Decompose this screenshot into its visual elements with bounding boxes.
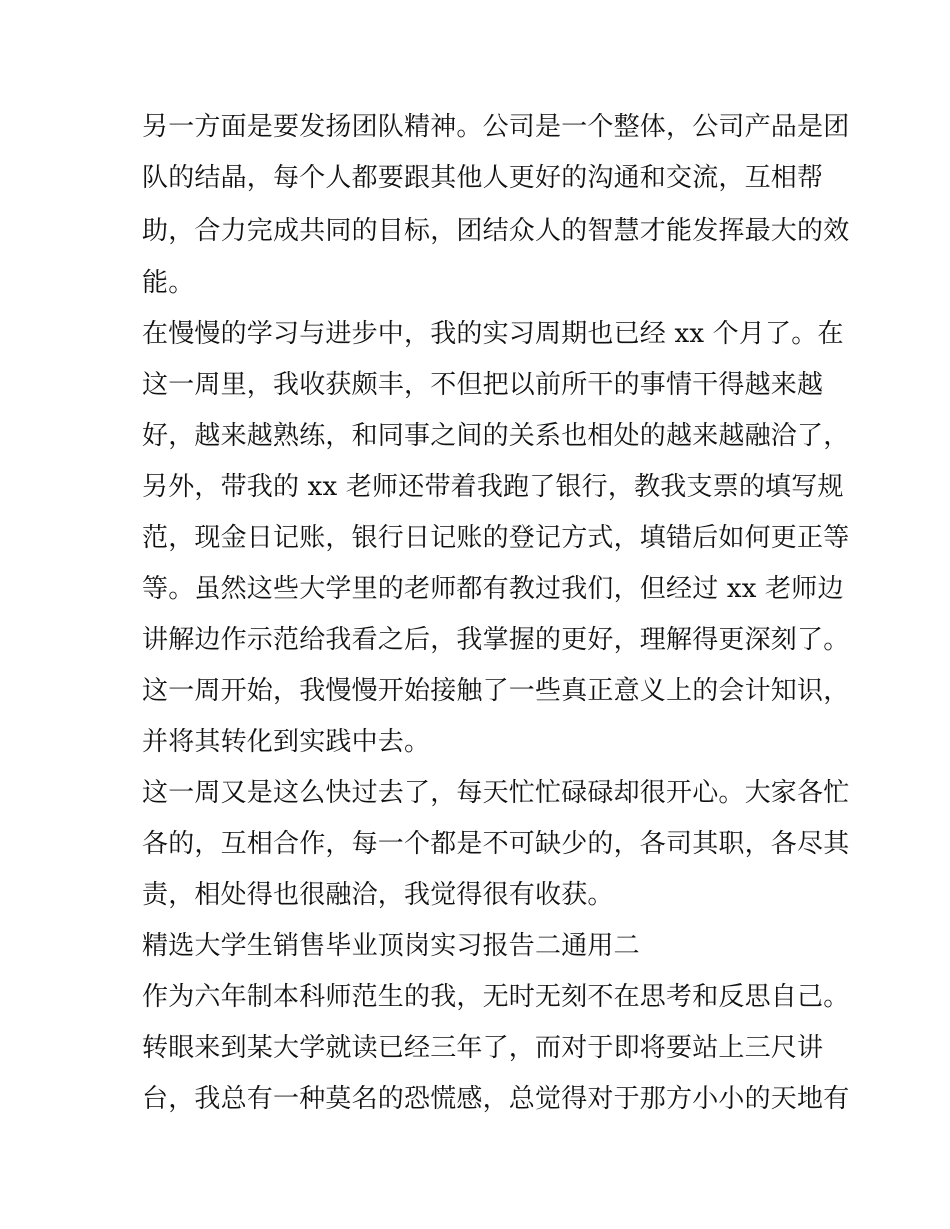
text-line: 在慢慢的学习与进步中，我的实习周期也已经 xx 个月了。在 <box>142 319 844 349</box>
text-line: 台，我总有一种莫名的恐慌感，总觉得对于那方小小的天地有 <box>142 1084 850 1114</box>
text-line: 各的，互相合作，每一个都是不可缺少的，各司其职，各尽其 <box>142 829 850 859</box>
text-line: 转眼来到某大学就读已经三年了，而对于即将要站上三尺讲 <box>142 1033 824 1063</box>
text-line: 等。虽然这些大学里的老师都有教过我们，但经过 xx 老师边 <box>142 574 844 604</box>
text-line: 助，合力完成共同的目标，团结众人的智慧才能发挥最大的效 <box>142 216 850 246</box>
text-line: 作为六年制本科师范生的我，无时无刻不在思考和反思自己。 <box>142 982 850 1012</box>
text-line: 另一方面是要发扬团队精神。公司是一个整体，公司产品是团 <box>142 112 850 142</box>
text-line: 责，相处得也很融洽，我觉得很有收获。 <box>142 880 614 910</box>
text-line: 这一周开始，我慢慢开始接触了一些真正意义上的会计知识， <box>142 676 850 706</box>
text-line: 队的结晶，每个人都要跟其他人更好的沟通和交流，互相帮 <box>142 163 824 193</box>
text-line: 好，越来越熟练，和同事之间的关系也相处的越来越融洽了， <box>142 421 850 451</box>
text-line: 讲解边作示范给我看之后，我掌握的更好，理解得更深刻了。 <box>142 625 850 655</box>
text-line: 另外，带我的 xx 老师还带着我跑了银行，教我支票的填写规 <box>142 472 844 502</box>
text-line: 并将其转化到实践中去。 <box>142 727 431 757</box>
text-line: 这一周又是这么快过去了，每天忙忙碌碌却很开心。大家各忙 <box>142 778 850 808</box>
text-line: 能。 <box>142 268 195 298</box>
section-heading: 精选大学生销售毕业顶岗实习报告二通用二 <box>142 931 640 961</box>
text-line: 范，现金日记账，银行日记账的登记方式，填错后如何更正等 <box>142 523 850 553</box>
text-line: 这一周里，我收获颇丰，不但把以前所干的事情干得越来越 <box>142 370 824 400</box>
